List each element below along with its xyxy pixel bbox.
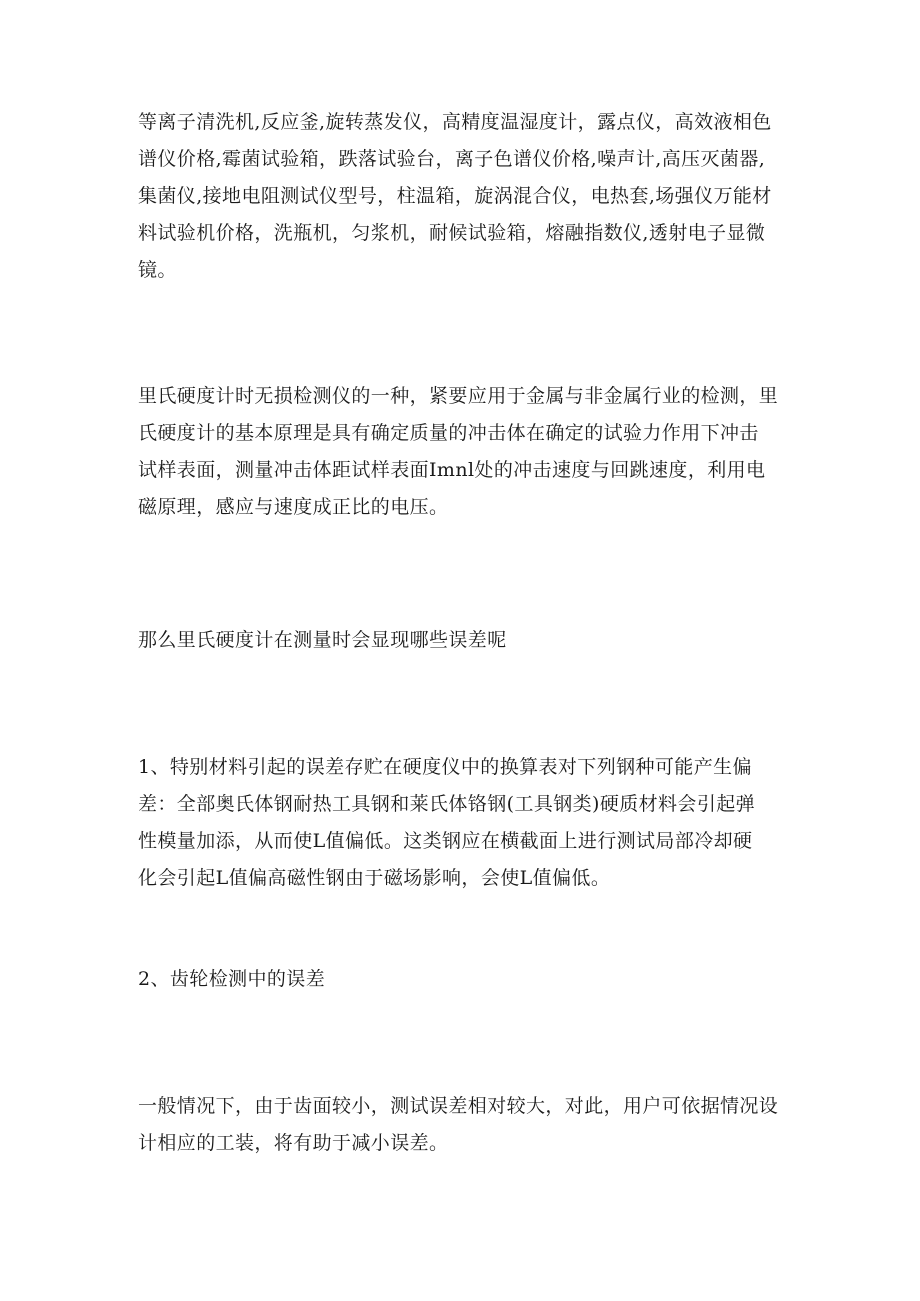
text-line: 一般情况下，由于齿面较小，测试误差相对较大，对此，用户可依据情况设 bbox=[138, 1095, 779, 1117]
text-line: 集菌仪,接地电阻测试仪型号，柱温箱，旋涡混合仪，电热套,场强仪万能材 bbox=[138, 185, 772, 207]
text-line: 化会引起L值偏高磁性钢由于磁场影响，会使L值偏低。 bbox=[138, 867, 611, 889]
paragraph-gear-heading bbox=[138, 961, 798, 998]
text-line: 性模量加添，从而使L值偏低。这类钢应在横截面上进行测试局部冷却硬 bbox=[138, 830, 753, 852]
text-line: 磁原理，感应与速度成正比的电压。 bbox=[138, 496, 449, 518]
text-line: 等离子清洗机,反应釜,旋转蒸发仪，高精度温湿度计，露点仪，高效液相色 bbox=[138, 111, 772, 133]
text-line: 里氏硬度计时无损检测仪的一种，紧要应用于金属与非金属行业的检测，里 bbox=[138, 385, 779, 407]
paragraph-error-question bbox=[138, 622, 798, 659]
text-line: 料试验机价格，洗瓶机，匀浆机，耐候试验箱，熔融指数仪,透射电子显微 bbox=[138, 222, 766, 244]
text-line: 镜。 bbox=[138, 259, 177, 281]
text-line: 计相应的工装，将有助于减小误差。 bbox=[138, 1132, 449, 1154]
text-line: 差：全部奥氏体钢耐热工具钢和莱氏体铬钢(工具钢类)硬质材料会引起弹 bbox=[138, 793, 756, 815]
text-line: 试样表面，测量冲击体距试样表面Imnl处的冲击速度与回跳速度，利用电 bbox=[138, 459, 766, 481]
paragraph-leeb-principle bbox=[138, 378, 798, 526]
text-line: 1、特别材料引起的误差存贮在硬度仪中的换算表对下列钢种可能产生偏 bbox=[138, 756, 752, 778]
text-line: 氏硬度计的基本原理是具有确定质量的冲击体在确定的试验力作用下冲击 bbox=[138, 422, 759, 444]
paragraph-gear-advice bbox=[138, 1088, 798, 1162]
text-line: 谱仪价格,霉菌试验箱，跌落试验台，离子色谱仪价格,噪声计,高压灭菌器, bbox=[138, 148, 766, 170]
text-line: 那么里氏硬度计在测量时会显现哪些误差呢 bbox=[138, 629, 507, 651]
paragraph-material-errors bbox=[138, 749, 798, 897]
text-line: 2、齿轮检测中的误差 bbox=[138, 968, 326, 990]
paragraph-instrument-list bbox=[138, 104, 798, 289]
